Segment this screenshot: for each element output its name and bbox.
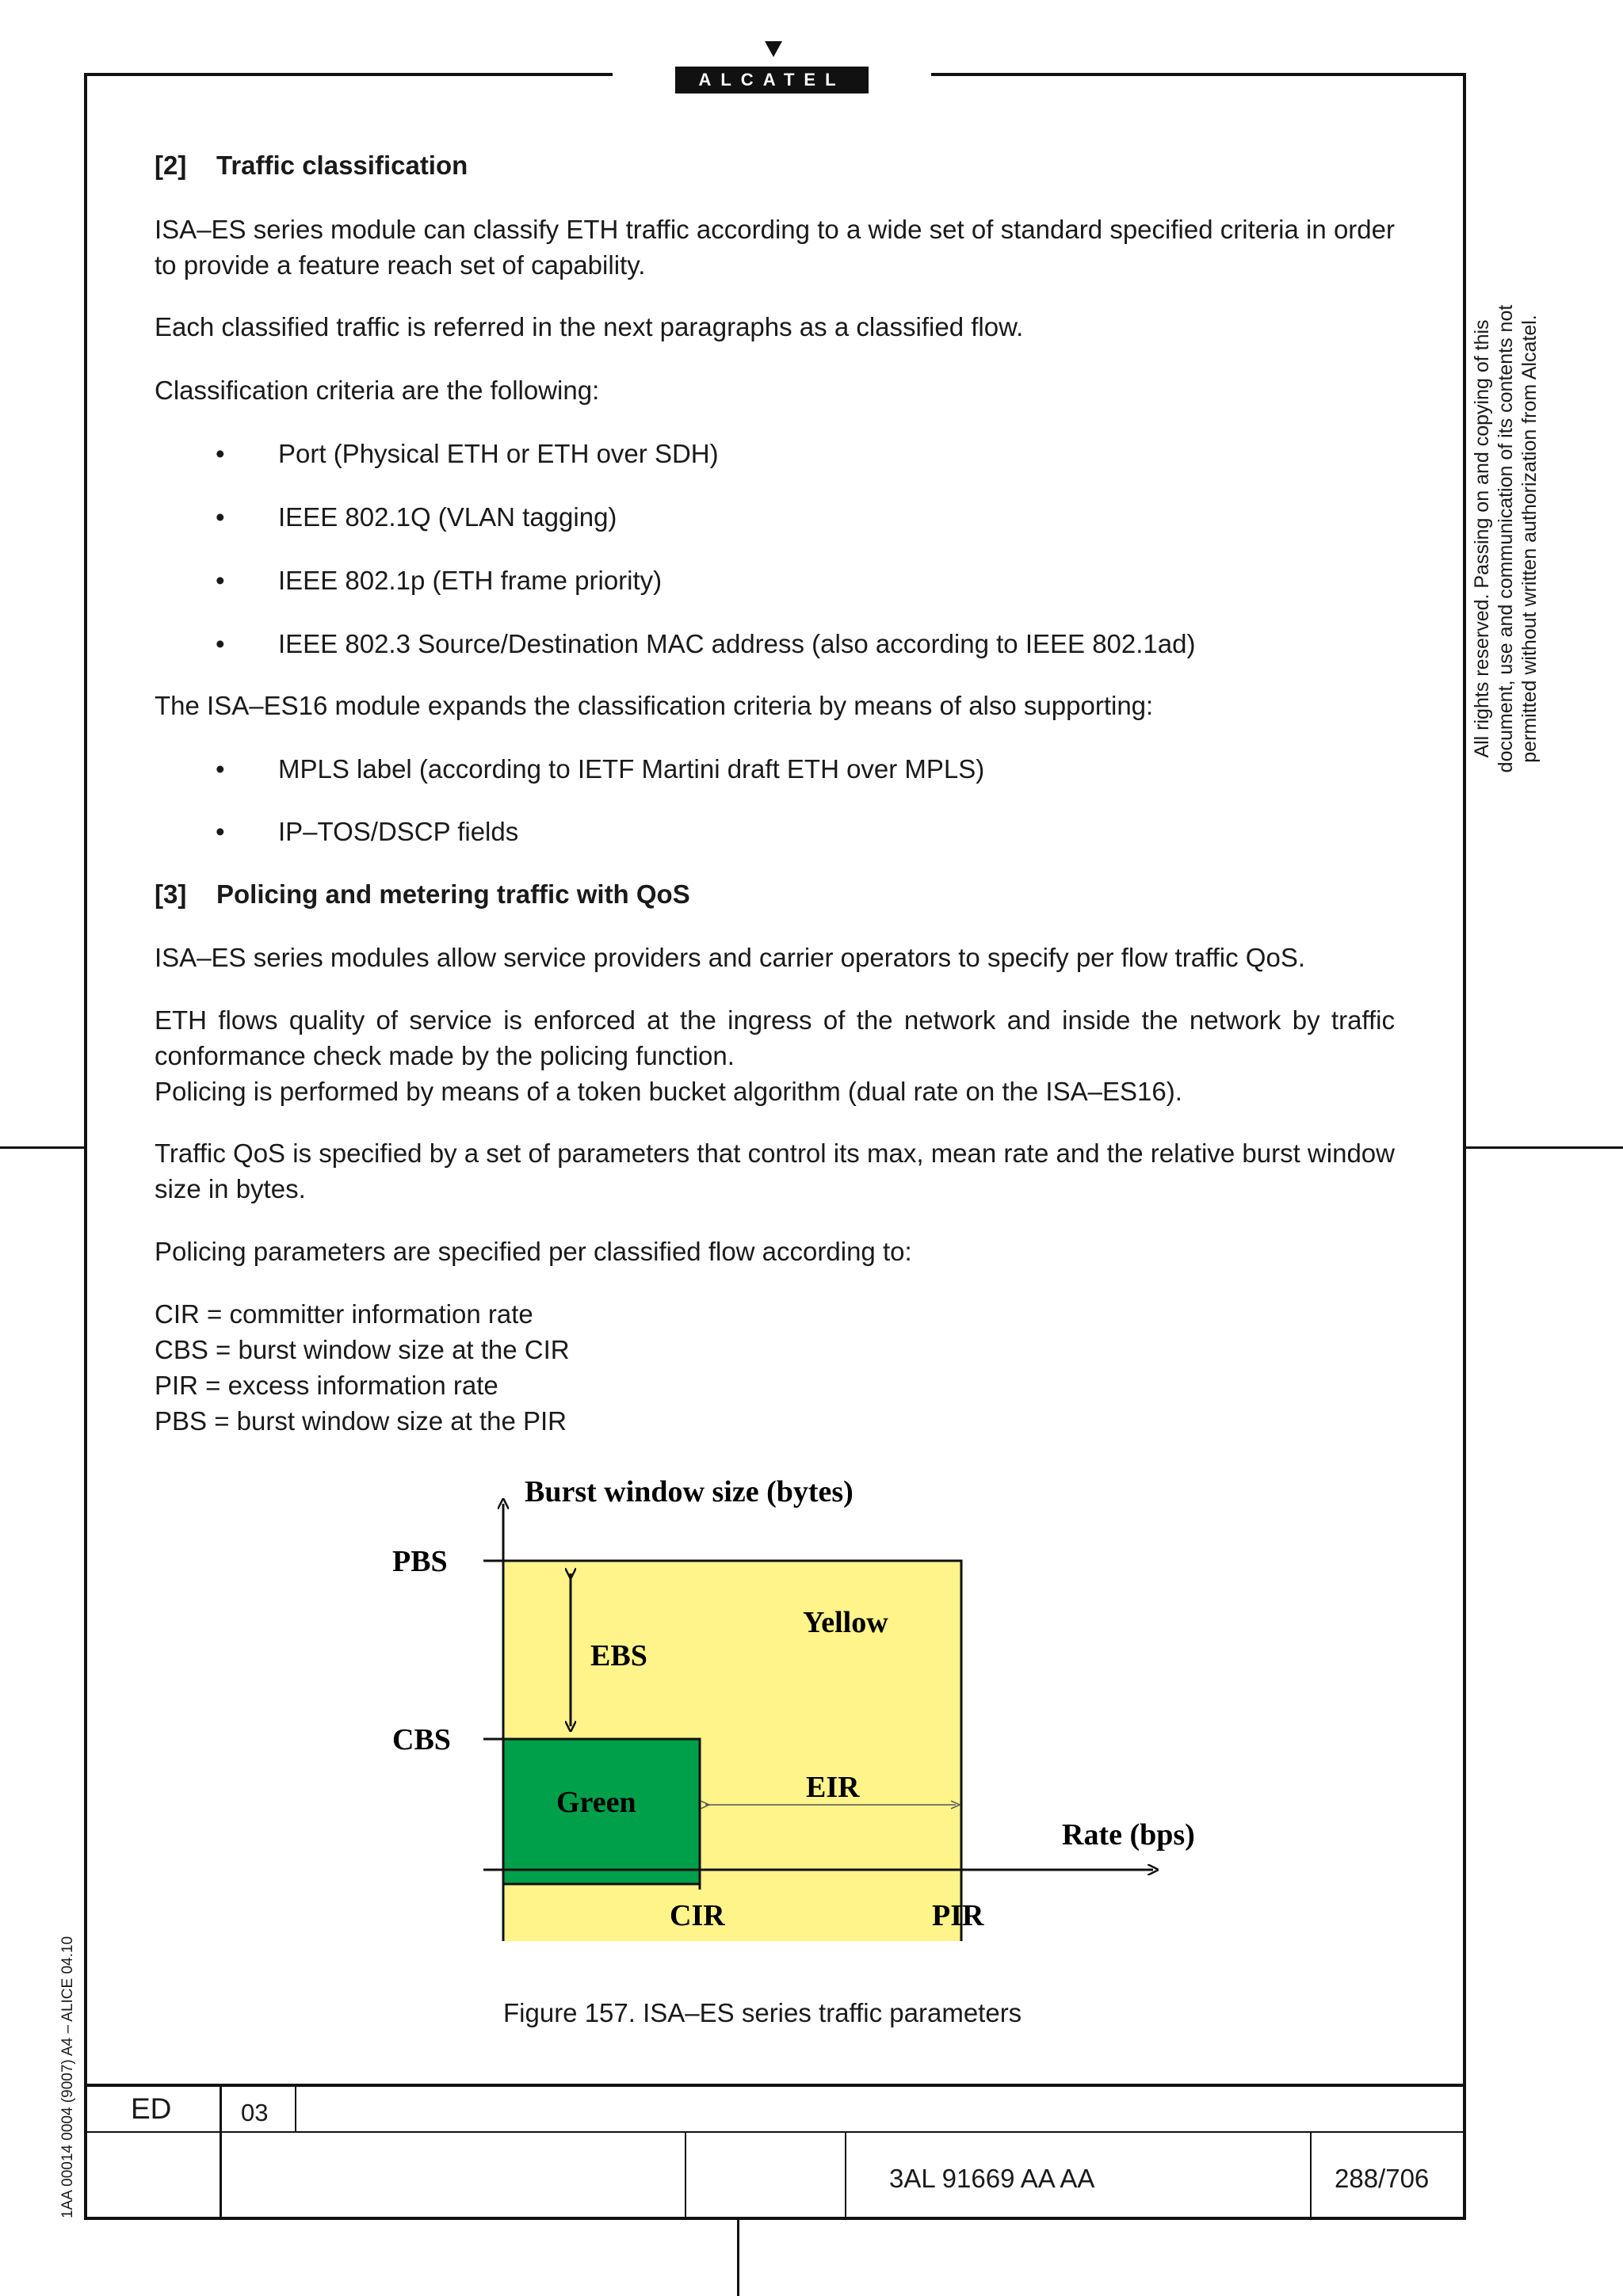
logo-triangle: [765, 41, 782, 57]
section-2-paragraph-4: The ISA–ES16 module expands the classification criteria by means of also supporting:: [155, 691, 1154, 720]
footer-col-3: [685, 2131, 686, 2218]
definition-pir: PIR = excess information rate: [155, 1371, 498, 1400]
label-pbs: PBS: [392, 1545, 448, 1578]
figure-caption: Figure 157. ISA–ES series traffic parameters: [503, 1998, 1022, 2027]
bullet-marker: •: [216, 566, 225, 595]
section-2-number: [2]: [155, 151, 187, 180]
section-3-paragraph-2a: ETH flows quality of service is enforced at the ingress of the network and inside the network by traffic conformance check made by the policing function.: [155, 1005, 1395, 1070]
x-axis-label: Rate (bps): [1062, 1818, 1195, 1852]
definition-cir: CIR = committer information rate: [155, 1299, 533, 1329]
footer-ed-label: ED: [131, 2092, 172, 2125]
form-code: 1AA 00014 0004 (9007) A4 – ALICE 04.10: [59, 1936, 76, 2218]
section-3-heading: [155, 876, 1395, 912]
bullet-item: IEEE 802.1p (ETH frame priority): [278, 566, 663, 595]
margin-mark-left: [0, 1146, 84, 1149]
label-pir: PIR: [932, 1899, 984, 1932]
bullet-item: Port (Physical ETH or ETH over SDH): [278, 439, 719, 468]
frame-top-right: [931, 73, 1466, 76]
section-2-paragraph-3: Classification criteria are the following:: [155, 376, 600, 405]
bullet-item: IEEE 802.3 Source/Destination MAC address (also according to IEEE 802.1ad): [278, 629, 1196, 658]
section-2-paragraph-2: Each classified traffic is referred in the next paragraphs as a classified flow.: [155, 312, 1024, 341]
traffic-parameters-diagram: [372, 1466, 1244, 1941]
footer-page-number: 288/706: [1335, 2164, 1430, 2193]
label-eir: EIR: [806, 1771, 860, 1804]
bullet-marker: •: [216, 439, 225, 468]
footer-col-2: [295, 2084, 296, 2131]
footer-bottom-border: [84, 2217, 1466, 2220]
section-3-title: Policing and metering traffic with QoS: [216, 879, 690, 909]
section-3-number: [3]: [155, 879, 187, 909]
bullet-marker: •: [216, 629, 225, 658]
footer-ed-value: 03: [241, 2099, 269, 2126]
y-axis-label: Burst window size (bytes): [525, 1475, 854, 1508]
footer-col-4: [845, 2131, 846, 2218]
frame-left: [84, 73, 87, 2220]
bullet-item: IP–TOS/DSCP fields: [278, 817, 519, 846]
label-ebs: EBS: [590, 1639, 647, 1672]
margin-mark-right: [1466, 1146, 1623, 1149]
margin-mark-bottom: [737, 2220, 739, 2296]
footer-top-border: [84, 2084, 1466, 2087]
section-3-paragraph-4: Policing parameters are specified per classified flow according to:: [155, 1237, 912, 1266]
bullet-marker: •: [216, 502, 225, 532]
section-2-title: Traffic classification: [216, 151, 468, 180]
section-2-paragraph-1: ISA–ES series module can classify ETH traffic according to a wide set of standard specified criteria in order to provide a feature reach set of capability.: [155, 215, 1395, 280]
section-3-paragraph-3: Traffic QoS is specified by a set of parameters that control its max, mean rate and the relative burst window size in bytes.: [155, 1138, 1395, 1203]
label-green: Green: [556, 1786, 636, 1819]
label-cir: CIR: [670, 1899, 725, 1932]
section-2-heading: [155, 147, 1395, 183]
label-yellow: Yellow: [803, 1606, 888, 1639]
bullet-marker: •: [216, 817, 225, 846]
footer-col-1: [220, 2084, 222, 2218]
definition-cbs: CBS = burst window size at the CIR: [155, 1335, 570, 1364]
definition-pbs: PBS = burst window size at the PIR: [155, 1406, 567, 1436]
footer-doc-number: 3AL 91669 AA AA: [889, 2164, 1095, 2193]
footer-col-5: [1310, 2131, 1312, 2218]
footer-mid-border: [84, 2131, 1466, 2133]
section-3-paragraph-2b: Policing is performed by means of a token bucket algorithm (dual rate on the ISA–ES16).: [155, 1077, 1182, 1106]
frame-top-left: [84, 73, 613, 76]
bullet-item: IEEE 802.1Q (VLAN tagging): [278, 502, 617, 532]
bullet-item: MPLS label (according to IETF Martini draft ETH over MPLS): [278, 754, 985, 784]
definitions-list: [155, 1296, 1395, 1439]
section-3-paragraph-1: ISA–ES series modules allow service providers and carrier operators to specify per flow traffic QoS.: [155, 943, 1305, 972]
label-cbs: CBS: [392, 1723, 451, 1756]
alcatel-logo: ALCATEL: [675, 67, 869, 93]
bullet-marker: •: [216, 754, 225, 784]
rights-notice: All rights reserved. Passing on and copying of this document, use and communication of its contents not permitted without written authorization from Alcatel.: [1471, 304, 1541, 773]
